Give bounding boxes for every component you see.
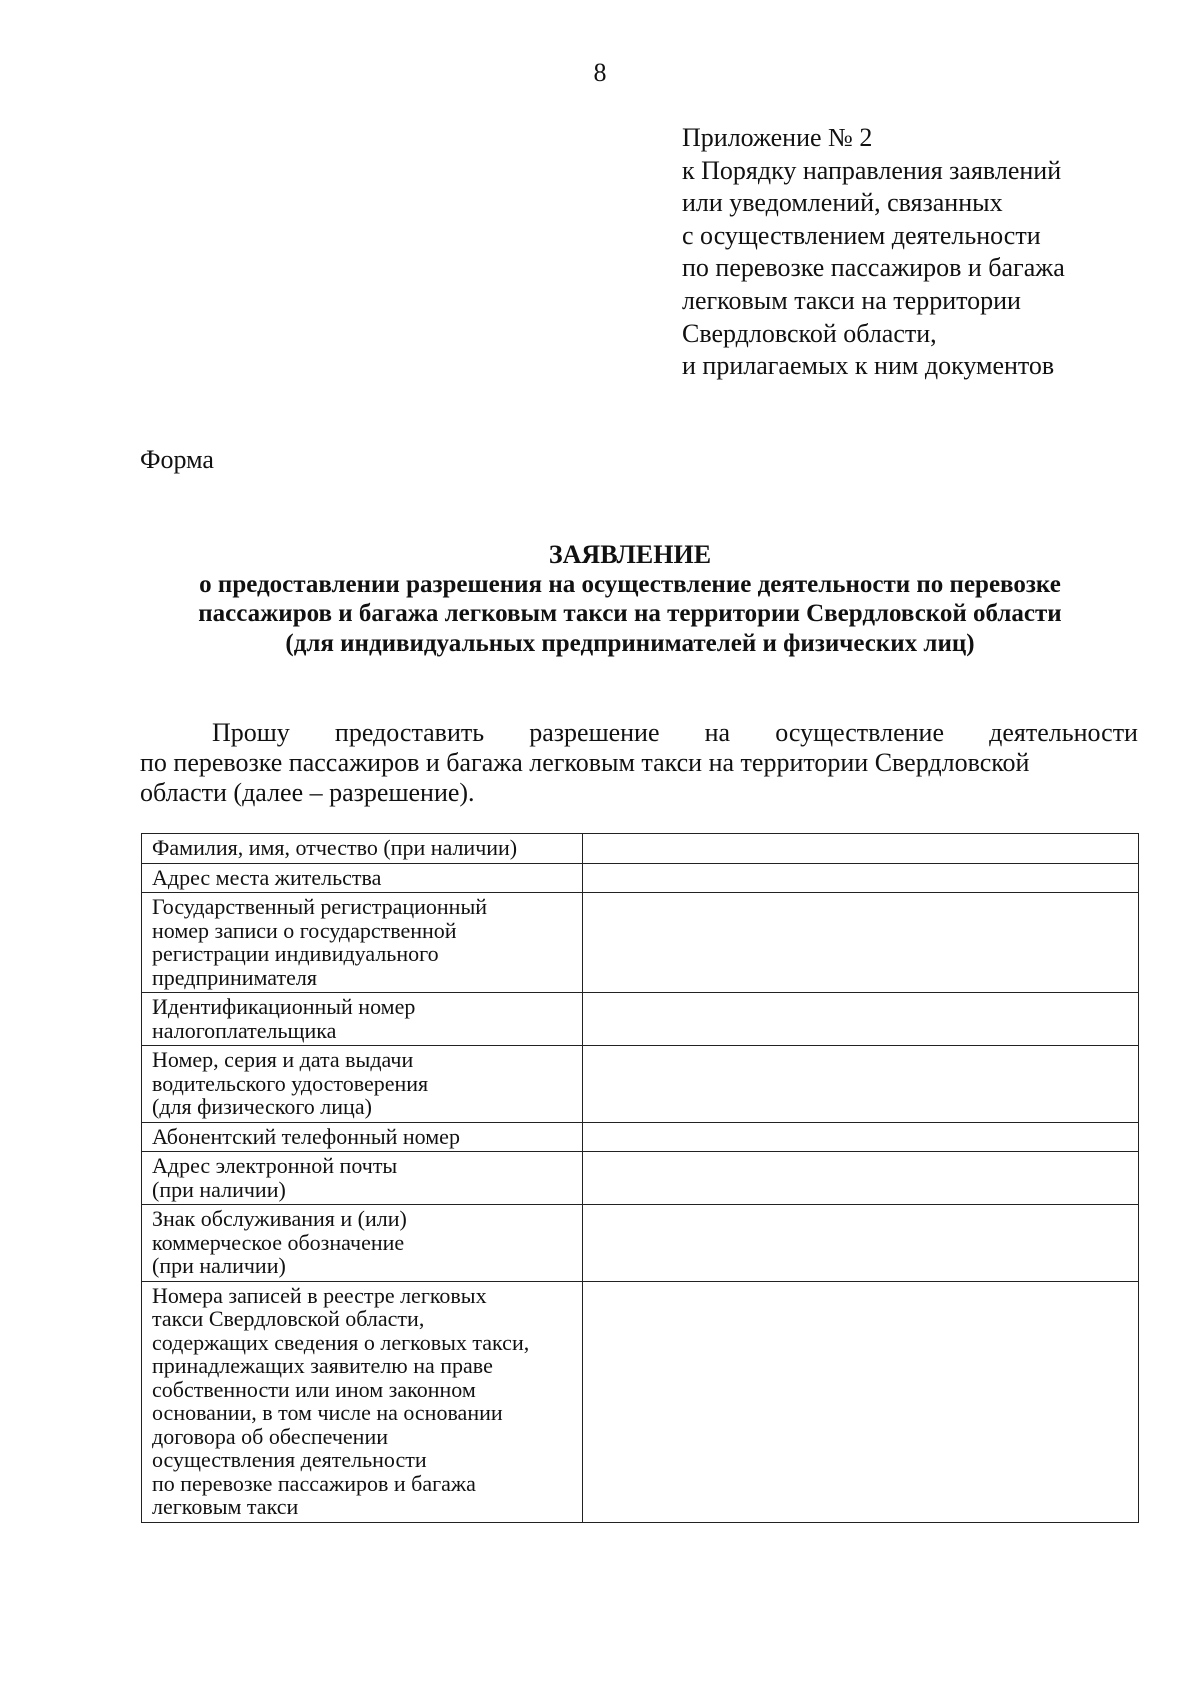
table-row bbox=[142, 1281, 1139, 1522]
request-word: предоставить bbox=[334, 718, 485, 747]
request-word: на bbox=[704, 718, 731, 747]
field-label-line: Фамилия, имя, отчество (при наличии) bbox=[152, 835, 518, 860]
field-label-line: Знак обслуживания и (или) bbox=[152, 1206, 407, 1231]
field-label bbox=[142, 834, 583, 864]
field-value[interactable] bbox=[582, 1152, 1138, 1205]
field-label-line: принадлежащих заявителю на праве bbox=[152, 1353, 493, 1378]
field-label-line: (при наличии) bbox=[152, 1176, 286, 1202]
field-label bbox=[142, 893, 583, 993]
table-row bbox=[142, 834, 1139, 864]
field-label-line: (для физического лица) bbox=[152, 1094, 372, 1119]
application-form-table bbox=[141, 833, 1139, 1523]
field-label-line: Государственный регистрационный bbox=[152, 894, 488, 919]
field-label bbox=[142, 1205, 583, 1282]
field-label-line: осуществления деятельности bbox=[152, 1447, 427, 1472]
document-title bbox=[130, 540, 1130, 658]
table-row bbox=[142, 1046, 1139, 1123]
request-word: деятельности bbox=[989, 718, 1138, 747]
table-row bbox=[142, 993, 1139, 1046]
annex-line: с осуществлением деятельности bbox=[682, 220, 1041, 250]
request-first-line bbox=[140, 718, 1138, 748]
field-value[interactable] bbox=[582, 1281, 1138, 1522]
field-label-line: основании, в том числе на основании bbox=[152, 1400, 503, 1425]
annex-header bbox=[682, 122, 1162, 383]
annex-line: легковым такси на территории bbox=[682, 285, 1021, 315]
title-main: ЗАЯВЛЕНИЕ bbox=[548, 540, 712, 569]
field-label-line: (при наличии) bbox=[152, 1253, 286, 1278]
field-label-line: налогоплательщика bbox=[152, 1017, 337, 1043]
field-value[interactable] bbox=[582, 863, 1138, 893]
annex-line: и прилагаемых к ним документов bbox=[682, 351, 1055, 381]
field-value[interactable] bbox=[582, 1046, 1138, 1123]
field-value[interactable] bbox=[582, 993, 1138, 1046]
field-label bbox=[142, 1122, 583, 1152]
field-label-line: договора об обеспечении bbox=[152, 1423, 388, 1449]
field-label-line: Адрес места жительства bbox=[152, 864, 382, 890]
field-label-line: регистрации индивидуального bbox=[152, 941, 439, 966]
title-line: пассажиров и багажа легковым такси на территории Свердловской области bbox=[198, 600, 1062, 627]
field-label-line: водительского удостоверения bbox=[152, 1070, 429, 1096]
table-row bbox=[142, 1205, 1139, 1282]
field-label-line: по перевозке пассажиров и багажа bbox=[152, 1470, 476, 1496]
field-value[interactable] bbox=[582, 893, 1138, 993]
field-label bbox=[142, 863, 583, 893]
field-label-line: предпринимателя bbox=[152, 964, 317, 990]
field-label-line: номер записи о государственной bbox=[152, 917, 457, 943]
field-label bbox=[142, 1046, 583, 1123]
field-label-line: содержащих сведения о легковых такси, bbox=[152, 1329, 530, 1355]
table-row bbox=[142, 1122, 1139, 1152]
request-word: Прошу bbox=[212, 718, 290, 747]
table-row bbox=[142, 893, 1139, 993]
request-line: по перевозке пассажиров и багажа легковым такси на территории Свердловской bbox=[140, 748, 1030, 777]
field-label bbox=[142, 1281, 583, 1522]
request-paragraph bbox=[140, 718, 1138, 808]
table-row bbox=[142, 863, 1139, 893]
field-label-line: Адрес электронной почты bbox=[152, 1153, 398, 1178]
field-label-line: такси Свердловской области, bbox=[152, 1306, 425, 1331]
page-number: 8 bbox=[593, 58, 607, 87]
annex-line: по перевозке пассажиров и багажа bbox=[682, 253, 1065, 283]
title-line: о предоставлении разрешения на осуществление деятельности по перевозке bbox=[199, 570, 1061, 598]
field-label-line: Номера записей в реестре легковых bbox=[152, 1282, 487, 1308]
field-label-line: Абонентский телефонный номер bbox=[152, 1123, 460, 1149]
field-label-line: Номер, серия и дата выдачи bbox=[152, 1047, 414, 1072]
annex-line: Свердловской области, bbox=[682, 318, 937, 348]
title-line: (для индивидуальных предпринимателей и физических лиц) bbox=[285, 629, 975, 657]
annex-line: Приложение № 2 bbox=[682, 123, 873, 152]
request-line: области (далее – разрешение). bbox=[140, 778, 475, 807]
annex-line: к Порядку направления заявлений bbox=[682, 155, 1062, 185]
request-word: разрешение bbox=[529, 718, 660, 747]
field-value[interactable] bbox=[582, 1122, 1138, 1152]
field-label-line: коммерческое обозначение bbox=[152, 1229, 405, 1255]
field-label-line: собственности или ином законном bbox=[152, 1376, 476, 1402]
field-label bbox=[142, 1152, 583, 1205]
field-label-line: легковым такси bbox=[152, 1494, 299, 1519]
field-value[interactable] bbox=[582, 834, 1138, 864]
annex-line: или уведомлений, связанных bbox=[682, 188, 1003, 218]
field-label bbox=[142, 993, 583, 1046]
field-label-line: Идентификационный номер bbox=[152, 994, 416, 1019]
field-value[interactable] bbox=[582, 1205, 1138, 1282]
table-row bbox=[142, 1152, 1139, 1205]
form-label: Форма bbox=[140, 445, 214, 474]
request-word: осуществление bbox=[775, 718, 944, 747]
